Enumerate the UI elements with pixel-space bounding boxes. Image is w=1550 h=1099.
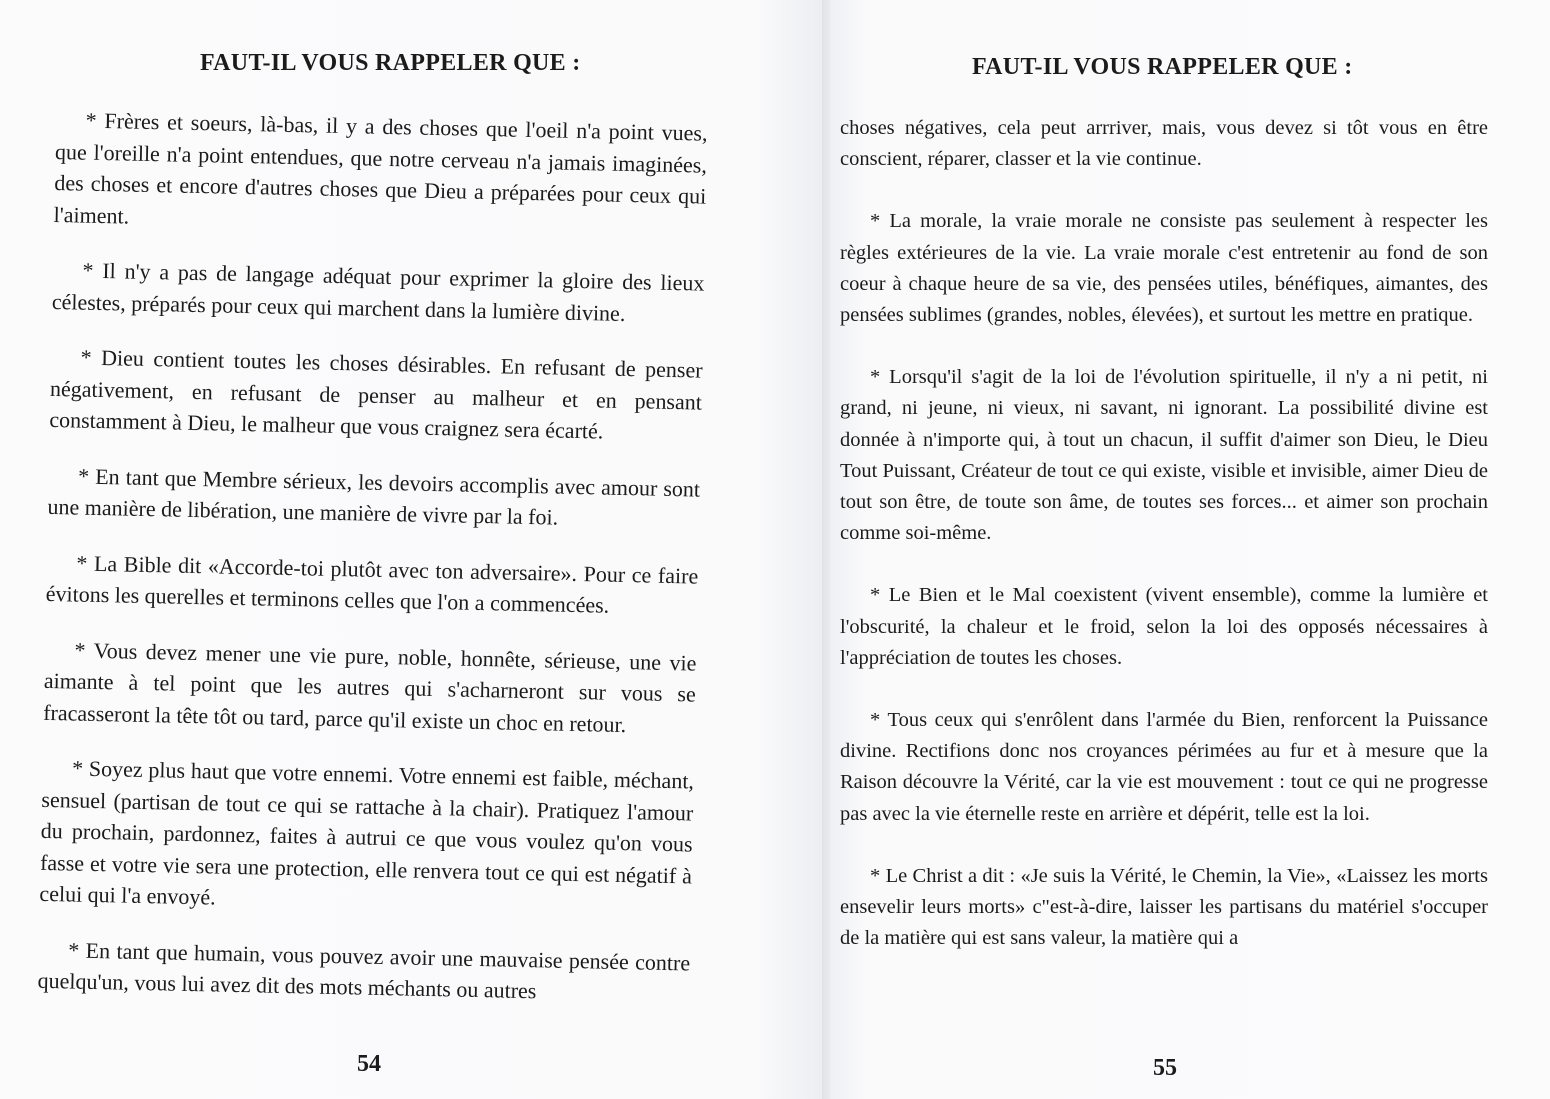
paragraph: * La Bible dit «Accorde-toi plutôt avec ton adversaire». Pour ce faire évitons les querelles et terminons celles que l'on a commencées.	[45, 550, 699, 618]
page-number: 55	[1153, 1055, 1177, 1081]
paragraph: * Lorsqu'il s'agit de la loi de l'évolution spirituelle, il n'y a ni petit, ni grand, ni jeune, ni vieux, ni savant, ni ignorant. La possibilité divine est donnée à n'importe qui, à tout un chacun, il suffit d'aimer son Dieu, le Dieu Tout Puissant, Créateur de tout ce qui existe, visible et invisible, aimer Dieu de tout son être, de toute son âme, de toutes ses forces... et aimer son prochain comme soi-même.	[840, 366, 1488, 545]
paragraph: * Le Bien et le Mal coexistent (vivent ensemble), comme la lumière et l'obscurité, la chaleur et le froid, selon la loi des opposés nécessaires à l'appréciation de toutes les choses.	[840, 584, 1488, 669]
page-number: 54	[357, 1051, 381, 1077]
paragraph: * Tous ceux qui s'enrôlent dans l'armée du Bien, renforcent la Puissance divine. Rectifions donc nos croyances périmées au fur et à mesure que la Raison découvre la Vérité, car la vie est mouvement : tout ce qui ne progresse pas avec la vie éternelle reste en arrière et dépérit, telle est la loi.	[840, 709, 1488, 825]
book-gutter	[822, 0, 830, 1099]
paragraph: * Frères et soeurs, là-bas, il y a des choses que l'oeil n'a point vues, que l'oreille n'a point entendues, que notre cerveau n'a jamais imaginées, des choses et encore d'autres choses que Dieu a préparées pour ceux qui l'aiment.	[53, 107, 708, 229]
page-body	[37, 104, 708, 1034]
paragraph: * La morale, la vraie morale ne consiste pas seulement à respecter les règles extérieures de la vie. La vraie morale c'est entretenir au fond de son coeur à chaque heure de sa vie, des pensées utiles, bénéfiques, aimantes, des pensées sublimes (grandes, nobles, élevées), et surtout les mettre en pratique.	[840, 210, 1488, 327]
right-page	[830, 0, 1550, 1099]
page-body	[840, 113, 1488, 985]
paragraph: * En tant que humain, vous pouvez avoir une mauvaise pensée contre quelqu'un, vous lui avez dit des mots méchants ou autres	[37, 936, 691, 1004]
paragraph: * Soyez plus haut que votre ennemi. Votre ennemi est faible, méchant, sensuel (partisan de tout ce qui se rattache à la chair). Pratiquez l'amour du prochain, pardonnez, faites à autrui ce que vous voulez qu'on vous fasse et votre vie sera une protection, elle renvera tout ce qui est négatif à celui qui l'a envoyé.	[39, 755, 695, 910]
paragraph: * En tant que Membre sérieux, les devoirs accomplis avec amour sont une manière de libération, une manière de vivre par la foi.	[47, 463, 701, 530]
paragraph: * Il n'y a pas de langage adéquat pour exprimer la gloire des lieux célestes, préparés pour ceux qui marchent dans la lumière divine.	[51, 257, 705, 326]
paragraph-continuation: choses négatives, cela peut arrriver, mais, vous devez si tôt vous en être conscient, réparer, classer et la vie continue.	[840, 117, 1488, 171]
page-heading: FAUT-IL VOUS RAPPELER QUE :	[200, 50, 581, 76]
paragraph: * Dieu contient toutes les choses désirables. En refusant de penser négativement, en refusant de penser au malheur et en pensant constamment à Dieu, le malheur que vous craignez sera écarté.	[49, 344, 703, 444]
paragraph: * Vous devez mener une vie pure, noble, honnête, sérieuse, une vie aimante à tel point que les autres qui s'acharneront sur vous se fracasseront la tête tôt ou tard, parce qu'il existe un choc en retour.	[43, 637, 697, 737]
page-heading: FAUT-IL VOUS RAPPELER QUE :	[972, 54, 1353, 80]
paragraph: * Le Christ a dit : «Je suis la Vérité, le Chemin, la Vie», «Laissez les morts ensevelir leurs morts» c"est-à-dire, laisser les partisans du matériel s'occuper de la matière qui est sans valeur, la matière qui a	[840, 864, 1488, 950]
